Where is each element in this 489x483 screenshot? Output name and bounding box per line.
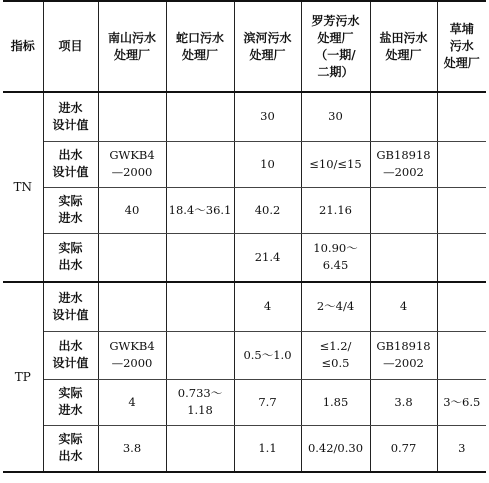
cell-binhe: 4 [234, 282, 301, 331]
cell-binhe: 7.7 [234, 379, 301, 425]
cell-caopu: 3～6.5 [437, 379, 486, 425]
cell-caopu [437, 282, 486, 331]
header-indicator: 指标 [3, 1, 43, 92]
cell-binhe: 21.4 [234, 233, 301, 282]
cell-yantian: 3.8 [370, 379, 437, 425]
cell-shekou [166, 425, 234, 472]
table-row [3, 379, 486, 425]
header-luofang: 罗芳污水 处理厂 （一期/ 二期） [301, 1, 370, 92]
cell-caopu [437, 331, 486, 379]
header-caopu: 草埔 污水 处理厂 [437, 1, 486, 92]
cell-caopu: 3 [437, 425, 486, 472]
cell-nanshan [98, 92, 166, 141]
table-row [3, 141, 486, 187]
row-item-label: 实际 出水 [43, 425, 98, 472]
table-row [3, 282, 486, 331]
cell-binhe: 1.1 [234, 425, 301, 472]
cell-luofang: 21.16 [301, 187, 370, 233]
cell-yantian: 0.77 [370, 425, 437, 472]
cell-nanshan: 4 [98, 379, 166, 425]
cell-caopu [437, 187, 486, 233]
cell-luofang: 10.90～ 6.45 [301, 233, 370, 282]
cell-shekou [166, 331, 234, 379]
header-yantian: 盐田污水 处理厂 [370, 1, 437, 92]
header-row [3, 1, 486, 92]
cell-yantian: GB18918 —2002 [370, 141, 437, 187]
cell-nanshan: 3.8 [98, 425, 166, 472]
row-item-label: 出水 设计值 [43, 141, 98, 187]
group-label-tn: TN [3, 92, 43, 282]
cell-caopu [437, 141, 486, 187]
cell-yantian [370, 187, 437, 233]
header-binhe: 滨河污水 处理厂 [234, 1, 301, 92]
cell-binhe: 0.5～1.0 [234, 331, 301, 379]
cell-nanshan: 40 [98, 187, 166, 233]
cell-shekou [166, 92, 234, 141]
cell-binhe: 40.2 [234, 187, 301, 233]
cell-yantian [370, 233, 437, 282]
table-row [3, 187, 486, 233]
cell-shekou: 18.4～36.1 [166, 187, 234, 233]
cell-nanshan: GWKB4 —2000 [98, 141, 166, 187]
row-item-label: 进水 设计值 [43, 92, 98, 141]
cell-caopu [437, 92, 486, 141]
cell-binhe: 10 [234, 141, 301, 187]
row-item-label: 进水 设计值 [43, 282, 98, 331]
group-label-tp: TP [3, 282, 43, 472]
cell-yantian: 4 [370, 282, 437, 331]
cell-shekou [166, 282, 234, 331]
cell-nanshan [98, 233, 166, 282]
cell-yantian: GB18918 —2002 [370, 331, 437, 379]
cell-luofang: 2～4/4 [301, 282, 370, 331]
table-row [3, 331, 486, 379]
wastewater-plant-table [3, 0, 486, 473]
cell-shekou [166, 141, 234, 187]
header-item: 项目 [43, 1, 98, 92]
cell-luofang: 0.42/0.30 [301, 425, 370, 472]
cell-caopu [437, 233, 486, 282]
cell-shekou [166, 233, 234, 282]
row-item-label: 实际 出水 [43, 233, 98, 282]
row-item-label: 实际 进水 [43, 379, 98, 425]
header-nanshan: 南山污水 处理厂 [98, 1, 166, 92]
cell-luofang: 30 [301, 92, 370, 141]
cell-nanshan [98, 282, 166, 331]
table-row [3, 233, 486, 282]
row-item-label: 出水 设计值 [43, 331, 98, 379]
cell-shekou: 0.733～ 1.18 [166, 379, 234, 425]
cell-luofang: ≤10/≤15 [301, 141, 370, 187]
cell-binhe: 30 [234, 92, 301, 141]
row-item-label: 实际 进水 [43, 187, 98, 233]
table-row [3, 425, 486, 472]
table-row [3, 92, 486, 141]
cell-luofang: ≤1.2/ ≤0.5 [301, 331, 370, 379]
cell-yantian [370, 92, 437, 141]
cell-nanshan: GWKB4 —2000 [98, 331, 166, 379]
header-shekou: 蛇口污水 处理厂 [166, 1, 234, 92]
cell-luofang: 1.85 [301, 379, 370, 425]
